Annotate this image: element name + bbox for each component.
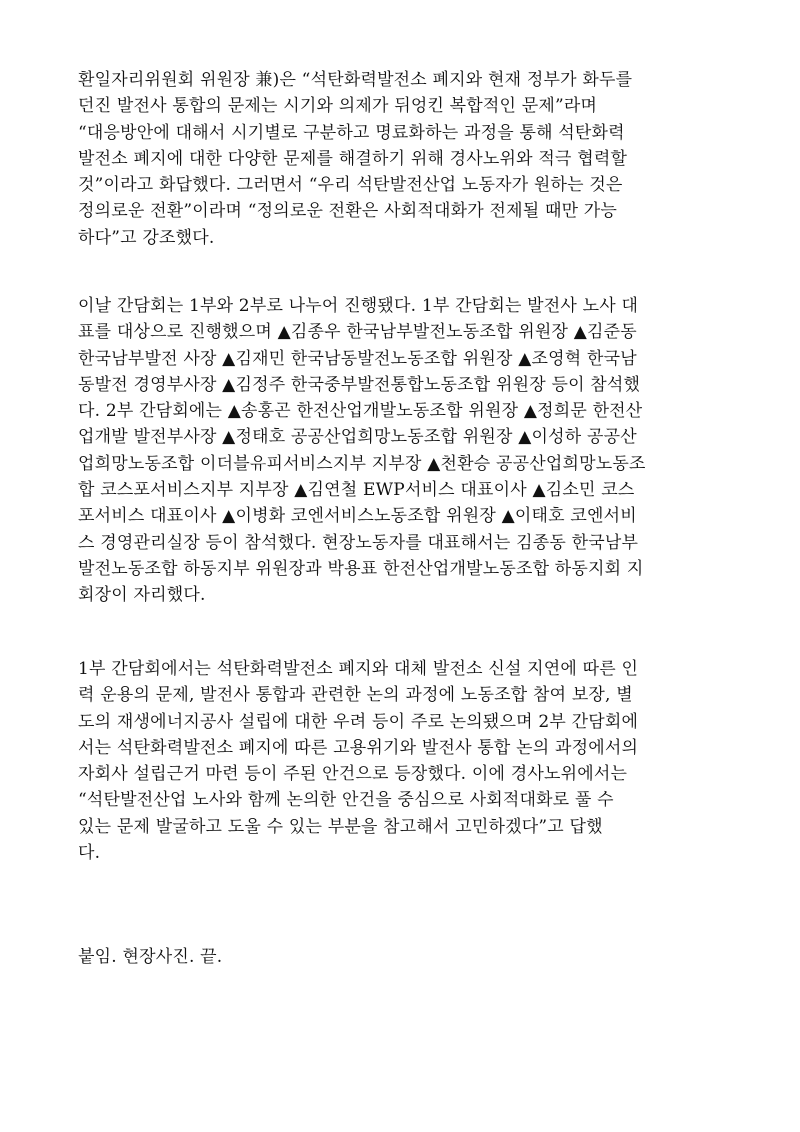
text-line: 것”이라고 화답했다. 그러면서 “우리 석탄발전산업 노동자가 원하는 것은: [78, 175, 623, 196]
text-line: 회장이 자리했다.: [78, 585, 206, 606]
text-line: 업희망노동조합 이더블유피서비스지부 지부장 ▲천환승 공공산업희망노동조: [78, 453, 646, 474]
text-line: 던진 발전사 통합의 문제는 시기와 의제가 뒤엉킨 복합적인 문제”라며: [78, 96, 598, 117]
text-line: 하다”고 강조했다.: [78, 227, 215, 248]
text-line: 다. 2부 간담회에는 ▲송홍곤 한전산업개발노동조합 위원장 ▲정희문 한전산: [78, 401, 643, 422]
text-line: 환일자리위원회 위원장 兼)은 “석탄화력발전소 폐지와 현재 정부가 화두를: [78, 70, 633, 90]
text-line: 1부 간담회에서는 석탄화력발전소 폐지와 대체 발전소 신설 지연에 따른 인: [78, 659, 639, 679]
paragraph-discussion: [78, 656, 728, 866]
text-line: 발전노동조합 하동지부 위원장과 박용표 한전산업개발노동조합 하동지회 지: [78, 558, 644, 579]
text-line: 발전소 폐지에 대한 다양한 문제를 해결하기 위해 경사노위와 적극 협력할: [78, 148, 628, 169]
text-line: 자회사 설립근거 마련 등이 주된 안건으로 등장했다. 이에 경사노위에서는: [78, 764, 628, 785]
text-line: “대응방안에 대해서 시기별로 구분하고 명료화하는 과정을 통해 석탄화력: [78, 122, 625, 143]
text-line: 력 운용의 문제, 발전사 통합과 관련한 논의 과정에 노동조합 참여 보장, 별: [78, 685, 633, 706]
text-line: 포서비스 대표이사 ▲이병화 코엔서비스노동조합 위원장 ▲이태호 코엔서비: [78, 506, 637, 527]
paragraph-response: [78, 67, 728, 251]
text-line: 업개발 발전부사장 ▲정태호 공공산업희망노동조합 위원장 ▲이성하 공공산: [78, 427, 637, 448]
text-line: 도의 재생에너지공사 설립에 대한 우려 등이 주로 논의됐으며 2부 간담회에: [78, 711, 639, 732]
text-line: 합 코스포서비스지부 지부장 ▲김연철 EWP서비스 대표이사 ▲김소민 코스: [78, 480, 635, 501]
text-line: 서는 석탄화력발전소 폐지에 따른 고용위기와 발전사 통합 논의 과정에서의: [78, 737, 639, 758]
text-line: 스 경영관리실장 등이 참석했다. 현장노동자를 대표해서는 김종동 한국남부: [78, 532, 639, 553]
attachment-note: [78, 944, 728, 970]
paragraph-attendees: [78, 293, 728, 609]
text-line: “석탄발전산업 노사와 함께 논의한 안건을 중심으로 사회적대화로 풀 수: [78, 790, 614, 811]
text-line: 이날 간담회는 1부와 2부로 나누어 진행됐다. 1부 간담회는 발전사 노사 대: [78, 296, 639, 316]
text-line: 표를 대상으로 진행했으며 ▲김종우 한국남부발전노동조합 위원장 ▲김준동: [78, 322, 637, 343]
text-line: 동발전 경영부사장 ▲김정주 한국중부발전통합노동조합 위원장 등이 참석했: [78, 374, 641, 395]
attachment-note-text: 붙임. 현장사진. 끝.: [78, 947, 223, 967]
text-line: 한국남부발전 사장 ▲김재민 한국남동발전노동조합 위원장 ▲조영혁 한국남: [78, 348, 637, 369]
text-line: 정의로운 전환”이라며 “정의로운 전환은 사회적대화가 전제될 때만 가능: [78, 201, 618, 222]
text-line: 다.: [78, 843, 101, 864]
text-line: 있는 문제 발굴하고 도울 수 있는 부분을 참고해서 고민하겠다”고 답했: [78, 816, 603, 837]
